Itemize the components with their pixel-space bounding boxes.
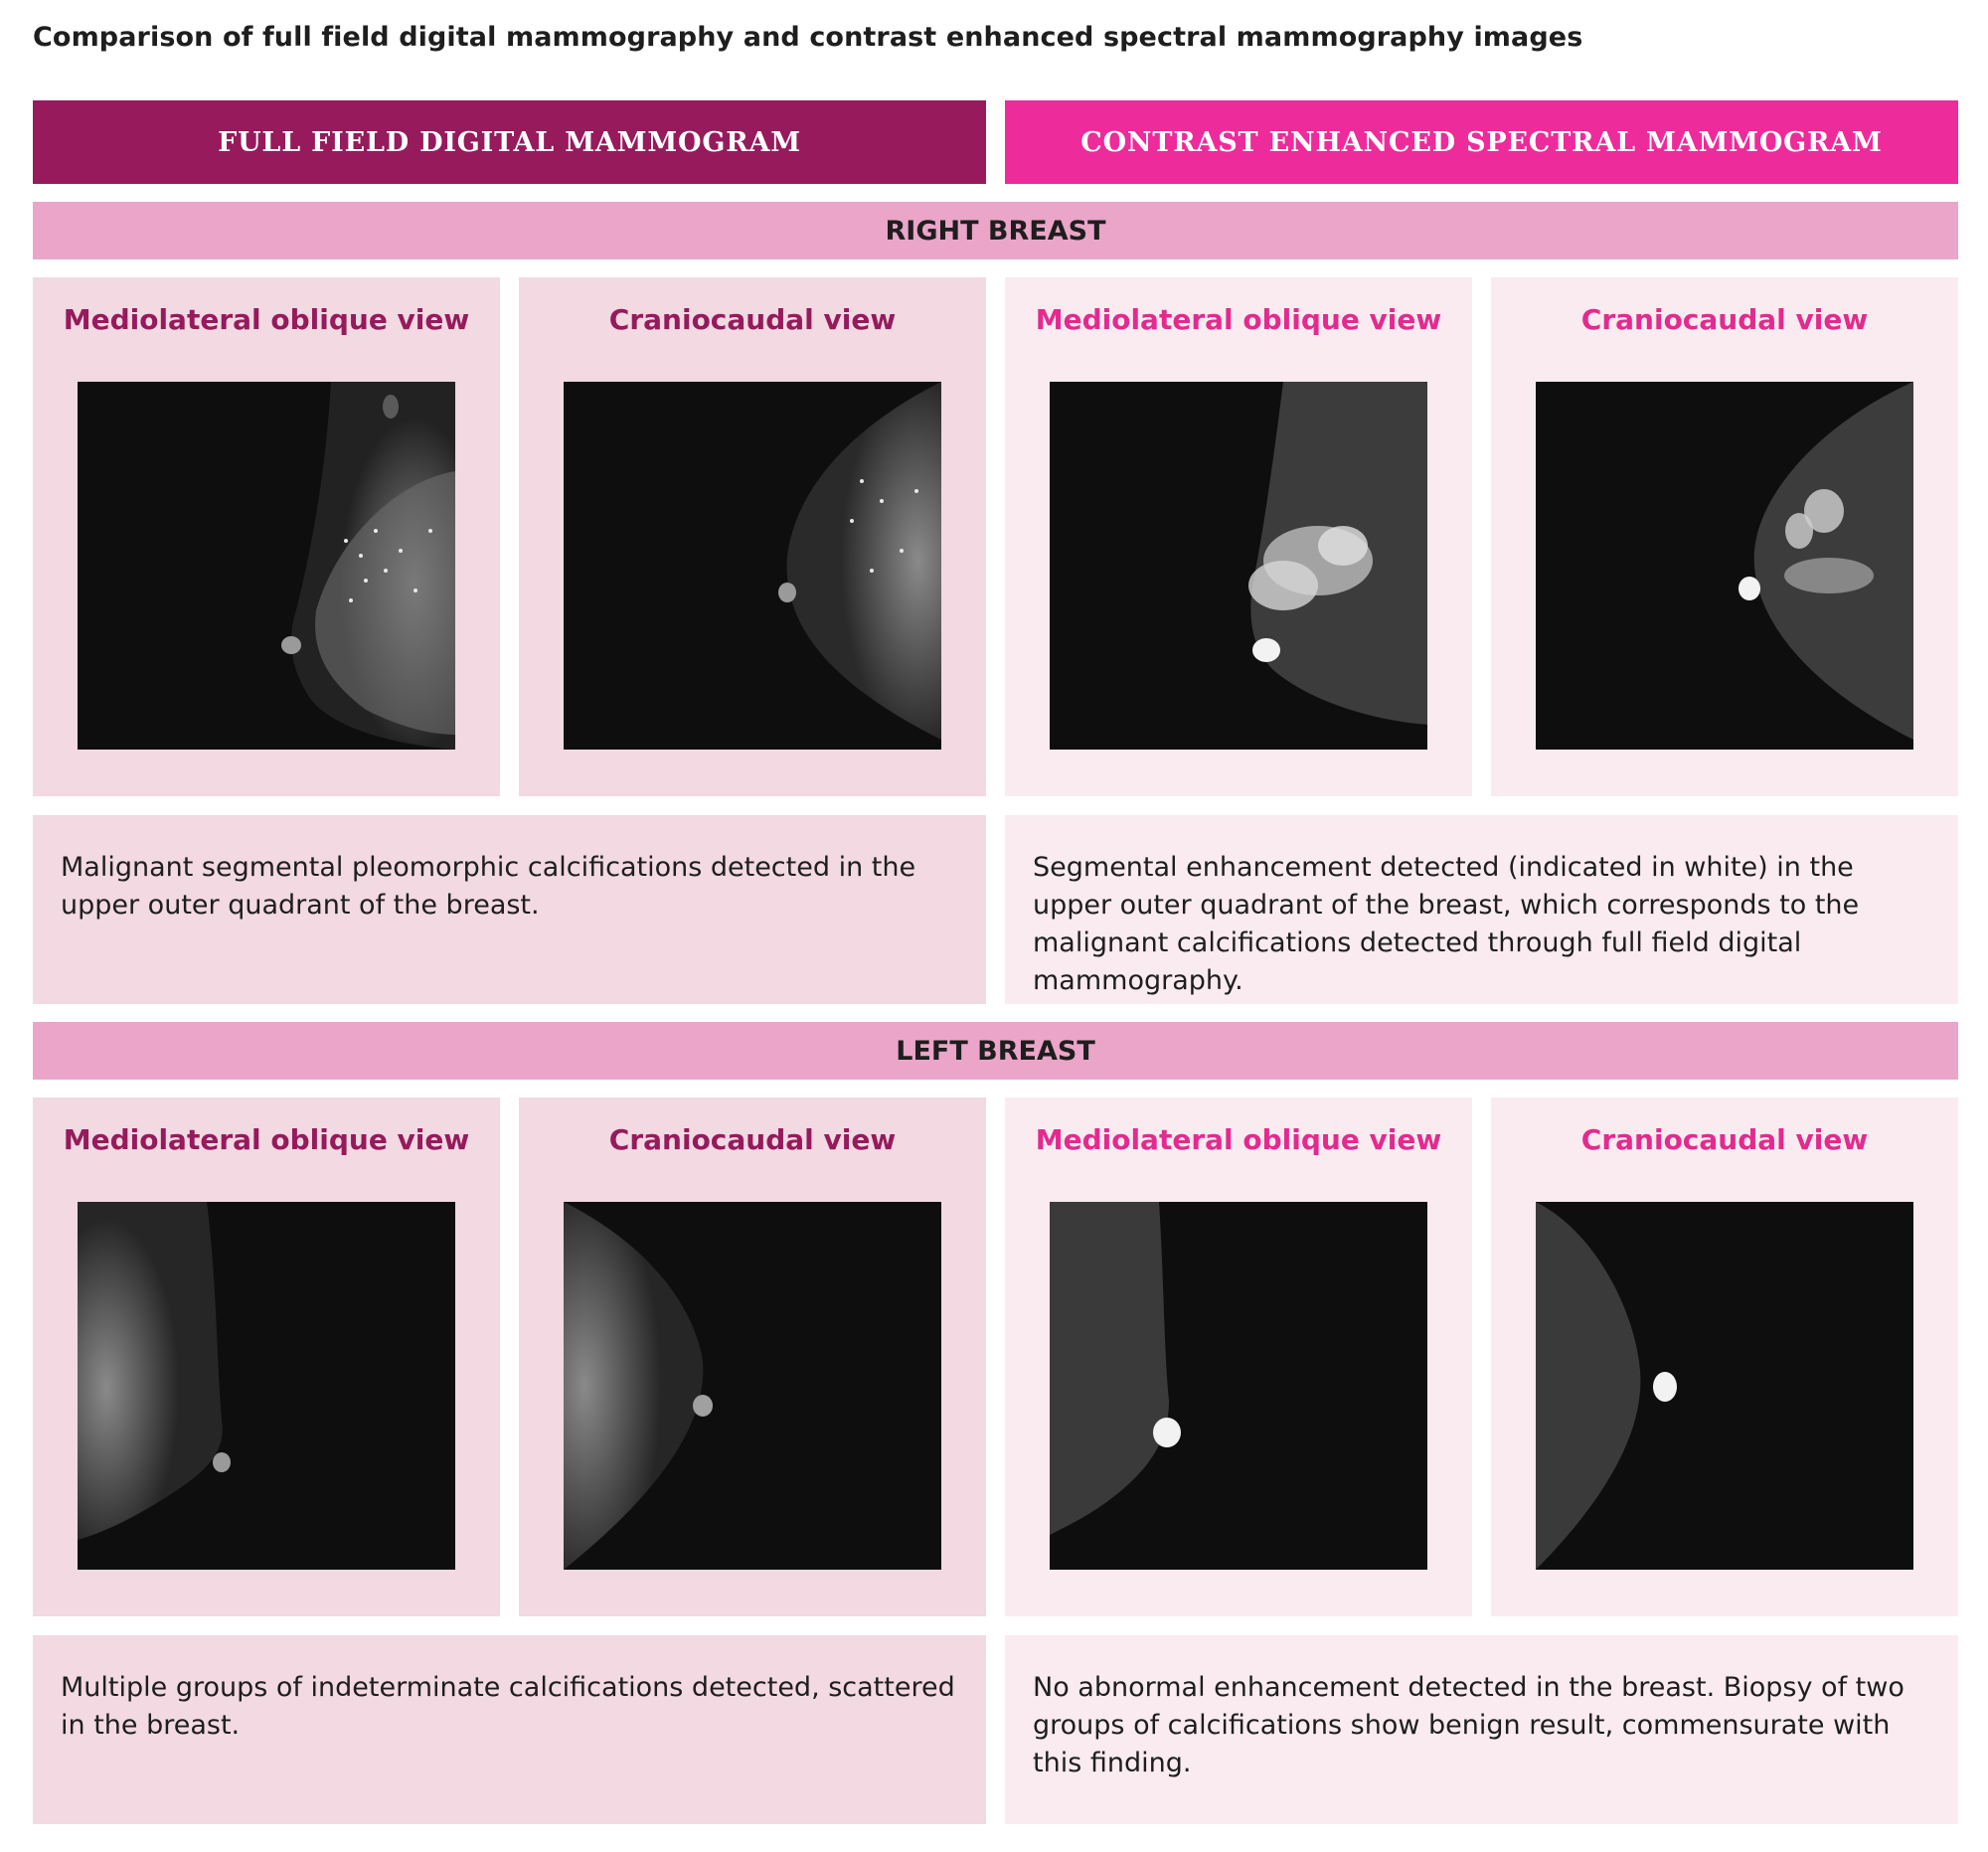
cesm-column-header: CONTRAST ENHANCED SPECTRAL MAMMOGRAM — [1005, 100, 1958, 184]
view-label: Mediolateral oblique view — [63, 303, 470, 336]
description-text: Segmental enhancement detected (indicated in white) in the upper outer quadrant of the breast, which corresponds to the malignant calcifications detected through full field digital mammography. — [1033, 852, 1860, 996]
left-cesm-description — [1005, 1635, 1958, 1824]
mammogram-image — [1536, 382, 1913, 750]
left-breast-banner: LEFT BREAST — [33, 1022, 1958, 1080]
right-ffdm-cc-panel — [519, 277, 986, 796]
mammogram-image — [1536, 1202, 1913, 1570]
right-ffdm-mlo-panel — [33, 277, 500, 796]
mammogram-image — [1050, 382, 1427, 750]
description-text: No abnormal enhancement detected in the breast. Biopsy of two groups of calcifications show benign result, commensurate with this finding. — [1033, 1672, 1905, 1778]
left-ffdm-cc-panel — [519, 1097, 986, 1616]
left-cesm-cc-panel — [1491, 1097, 1958, 1616]
left-ffdm-description — [33, 1635, 986, 1824]
mammogram-image — [564, 382, 941, 750]
right-breast-banner: RIGHT BREAST — [33, 202, 1958, 259]
mammogram-image — [1050, 1202, 1427, 1570]
right-ffdm-description — [33, 815, 986, 1004]
mammogram-image — [78, 1202, 455, 1570]
page-title: Comparison of full field digital mammography and contrast enhanced spectral mammography images — [33, 22, 1583, 53]
right-cesm-description — [1005, 815, 1958, 1004]
view-label: Mediolateral oblique view — [1035, 1123, 1442, 1156]
right-cesm-cc-panel — [1491, 277, 1958, 796]
view-label: Craniocaudal view — [608, 1123, 897, 1156]
left-ffdm-mlo-panel — [33, 1097, 500, 1616]
description-text: Malignant segmental pleomorphic calcifications detected in the upper outer quadrant of the breast. — [61, 852, 916, 921]
view-label: Mediolateral oblique view — [63, 1123, 470, 1156]
mammogram-image — [78, 382, 455, 750]
view-label: Craniocaudal view — [608, 303, 897, 336]
view-label: Craniocaudal view — [1580, 1123, 1869, 1156]
view-label: Craniocaudal view — [1580, 303, 1869, 336]
ffdm-column-header: FULL FIELD DIGITAL MAMMOGRAM — [33, 100, 986, 184]
mammogram-image — [564, 1202, 941, 1570]
left-cesm-mlo-panel — [1005, 1097, 1472, 1616]
description-text: Multiple groups of indeterminate calcifications detected, scattered in the breast. — [61, 1672, 955, 1741]
right-cesm-mlo-panel — [1005, 277, 1472, 796]
view-label: Mediolateral oblique view — [1035, 303, 1442, 336]
